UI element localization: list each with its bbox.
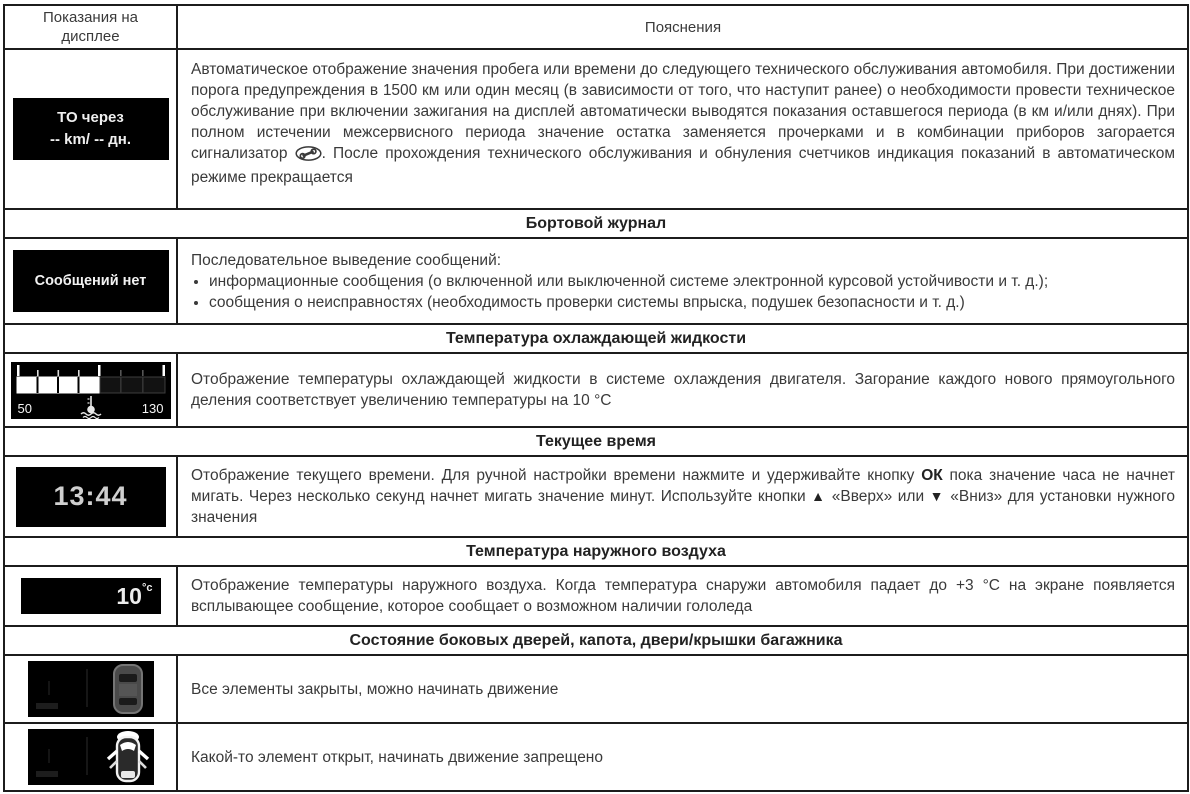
doors-open-text: Какой-то элемент открыт, начинать движение запрещено <box>191 748 603 766</box>
service-display-line1: ТО через <box>57 109 124 126</box>
clock-display <box>16 467 166 527</box>
coolant-row <box>5 352 1187 426</box>
journal-explanation-cell <box>178 239 1187 323</box>
journal-row <box>5 237 1187 323</box>
header-explanation-label: Пояснения <box>644 18 722 36</box>
coolant-scale-max: 130 <box>141 400 164 416</box>
up-label: «Вверх» или <box>826 488 930 505</box>
car-open-display <box>28 729 154 785</box>
doors-closed-text: Все элементы закрыты, можно начинать движение <box>191 680 559 698</box>
coolant-gauge-display <box>11 362 171 419</box>
car-closed-display <box>28 661 154 717</box>
indications-table <box>3 4 1189 792</box>
header-display-column <box>5 6 178 48</box>
service-text-before: Автоматическое отображение значения пробега или времени до следующего технического обслуживания автомобиля. При достижении порога предупреждения в 1500 км или один месяц (в зависимости от того, что наступит ранее) о необходимости провести техническое обслуживание при включении зажигания на дисплей автоматически выводятся показания оставшегося периода (в км и/или днях). При полном истечении межсервисного периода значение остатка заменяется прочерками и в комбинации приборов загорается сигнализатор <box>191 61 1175 162</box>
header-explanation-column <box>178 6 1187 48</box>
no-messages-label: Сообщений нет <box>34 273 147 289</box>
outside-temp-display-cell <box>5 567 178 625</box>
outside-temp-explanation-text: Отображение температуры наружного воздуха. Когда температура снаружи автомобиля падает до +3 °C на экране появляется всплывающее сообщение, которое сообщает о возможном наличии гололеда <box>191 577 1175 615</box>
car-closed-icon <box>28 661 154 717</box>
outside-temp-row <box>5 565 1187 625</box>
outside-temp-display <box>21 578 161 614</box>
header-display-label: Показания на дисплее <box>43 9 138 45</box>
journal-bullet-list <box>191 271 1175 313</box>
coolant-display-cell <box>5 354 178 426</box>
doors-open-explanation-cell <box>178 724 1187 790</box>
doors-closed-row <box>5 654 1187 722</box>
service-display-cell <box>5 50 178 208</box>
no-messages-display <box>13 250 169 312</box>
time-explanation-text <box>191 465 1175 528</box>
journal-bullet-faults: • сообщения о неисправностях (необходимость проверки системы впрыска, подушек безопасности и т. д.) <box>209 292 1175 313</box>
coolant-explanation-text: Отображение температуры охлаждающей жидкости в системе охлаждения двигателя. Загорание каждого нового прямоугольного деления соответствует увеличению температуры на 10 °C <box>191 371 1175 409</box>
outside-temp-unit: °c <box>141 582 153 594</box>
service-text-after: . После прохождения технического обслуживания и обнуления счетчиков индикация показаний в автоматическом режиме прекращается <box>191 145 1175 186</box>
journal-intro: Последовательное выведение сообщений: <box>191 251 502 269</box>
coolant-scale-min: 50 <box>17 400 32 416</box>
journal-bullet-info: • информационные сообщения (о включенной или выключенной системе электронной курсовой устойчивости и т. д.); <box>209 271 1175 292</box>
doors-closed-explanation-cell <box>178 656 1187 722</box>
section-time: Текущее время <box>5 426 1187 455</box>
section-outside-temp: Температура наружного воздуха <box>5 536 1187 565</box>
service-interval-display <box>13 98 169 160</box>
doors-closed-display-cell <box>5 656 178 722</box>
service-explanation-text <box>191 59 1175 188</box>
clock-value: 13:44 <box>53 481 128 511</box>
service-explanation-cell <box>178 50 1187 208</box>
outside-temp-explanation-cell <box>178 567 1187 625</box>
car-open-icon <box>28 729 154 785</box>
down-triangle-icon: ▼ <box>929 488 945 504</box>
doors-open-row <box>5 722 1187 790</box>
time-text-2: пока значение часа не начнет мигать. Через несколько секунд начнет мигать значение минут. Используйте кнопки <box>191 467 1175 505</box>
coolant-explanation-cell <box>178 354 1187 426</box>
up-triangle-icon: ▲ <box>811 488 827 504</box>
time-explanation-cell <box>178 457 1187 536</box>
doors-open-display-cell <box>5 724 178 790</box>
time-display-cell <box>5 457 178 536</box>
outside-temp-value: 10 <box>116 582 142 609</box>
section-doors: Состояние боковых дверей, капота, двери/крышки багажника <box>5 625 1187 654</box>
down-label: «Вниз» для установки нужного значения <box>191 488 1175 526</box>
section-journal: Бортовой журнал <box>5 208 1187 237</box>
service-interval-row <box>5 48 1187 208</box>
service-wrench-icon <box>295 146 322 167</box>
ok-button-label: ОК <box>921 467 943 484</box>
time-text-1: Отображение текущего времени. Для ручной настройки времени нажмите и удерживайте кнопку <box>191 467 922 484</box>
service-display-line2: -- km/ -- дн. <box>49 131 132 148</box>
journal-display-cell <box>5 239 178 323</box>
table-header-row <box>5 6 1187 48</box>
section-coolant: Температура охлаждающей жидкости <box>5 323 1187 352</box>
time-row <box>5 455 1187 536</box>
